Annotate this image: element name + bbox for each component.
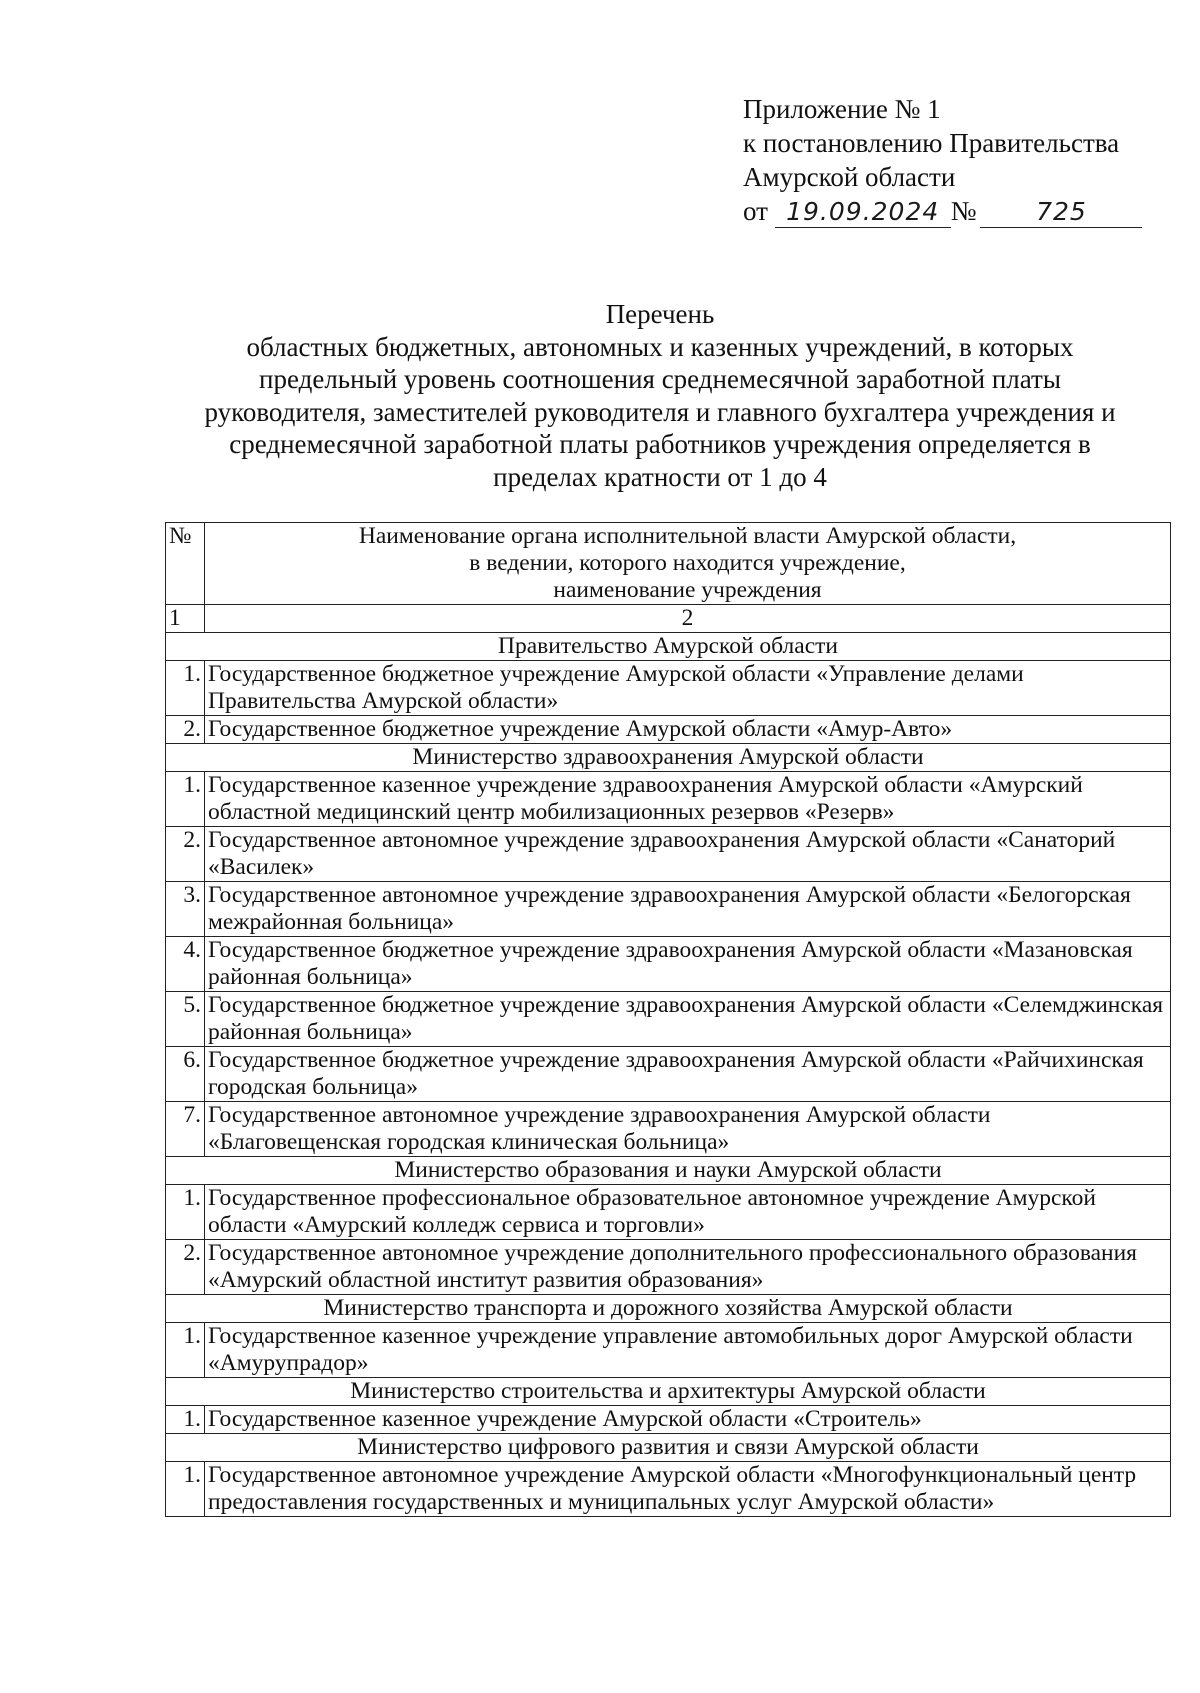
row-number: 2. [166, 827, 205, 882]
table-row [166, 882, 1171, 937]
title-line: областных бюджетных, автономных и казенных учреждений, в которых [246, 331, 1074, 362]
title-line: предельный уровень соотношения среднемесячной заработной платы [259, 364, 1061, 394]
institution-name: Государственное автономное учреждение здравоохранения Амурской области «Белогорская межрайонная больница» [205, 882, 1171, 937]
row-number: 4. [166, 937, 205, 992]
section-row [166, 744, 1171, 772]
institution-name: Государственное бюджетное учреждение здравоохранения Амурской области «Райчихинская городская больница» [205, 1047, 1171, 1102]
row-number: 7. [166, 1102, 205, 1157]
handwritten-number: 725 [980, 197, 1142, 228]
section-row [166, 633, 1171, 661]
table-row [166, 1102, 1171, 1157]
section-row [166, 1378, 1171, 1406]
section-title: Министерство строительства и архитектуры Амурской области [166, 1378, 1171, 1406]
institution-name: Государственное казенное учреждение управление автомобильных дорог Амурской области «Амурупрадор» [205, 1323, 1171, 1378]
title-heading: Перечень [605, 299, 715, 329]
table-row [166, 1323, 1171, 1378]
row-number: 2. [166, 1240, 205, 1295]
section-title: Министерство транспорта и дорожного хозяйства Амурской области [166, 1295, 1171, 1323]
row-number: 1. [166, 1462, 205, 1517]
table-header-row [166, 523, 1171, 605]
row-number: 1. [166, 1185, 205, 1240]
institution-name: Государственное автономное учреждение здравоохранения Амурской области «Благовещенская городская клиническая больница» [205, 1102, 1171, 1157]
section-row [166, 1295, 1171, 1323]
table-row [166, 1185, 1171, 1240]
header-line: наименование учреждения [553, 577, 822, 603]
header-num: № [166, 523, 205, 605]
appendix-block [743, 92, 1142, 228]
table-row [166, 1406, 1171, 1434]
institution-name: Государственное автономное учреждение здравоохранения Амурской области «Санаторий «Василек» [205, 827, 1171, 882]
section-title: Правительство Амурской области [166, 633, 1171, 661]
table-row [166, 992, 1171, 1047]
appendix-region: Амурской области [743, 162, 956, 192]
title-line: среднемесячной заработной платы работников учреждения определяется в [229, 429, 1091, 459]
institution-name: Государственное бюджетное учреждение здравоохранения Амурской области «Мазановская районная больница» [205, 937, 1171, 992]
row-number: 2. [166, 716, 205, 744]
number-sign: № [950, 196, 977, 226]
institution-name: Государственное бюджетное учреждение здравоохранения Амурской области «Селемджинская районная больница» [205, 992, 1171, 1047]
section-title: Министерство образования и науки Амурской области [166, 1157, 1171, 1185]
section-title: Министерство цифрового развития и связи Амурской области [166, 1434, 1171, 1462]
row-number: 6. [166, 1047, 205, 1102]
document-title [120, 298, 1200, 493]
row-number: 1. [166, 1406, 205, 1434]
institution-name: Государственное бюджетное учреждение Амурской области «Управление делами Правительства Амурской области» [205, 661, 1171, 716]
table-row [166, 772, 1171, 827]
table-row [166, 716, 1171, 744]
institution-name: Государственное бюджетное учреждение Амурской области «Амур-Авто» [205, 716, 1171, 744]
row-number: 3. [166, 882, 205, 937]
appendix-title: Приложение № 1 [743, 94, 941, 124]
table-row [166, 661, 1171, 716]
column-number-2: 2 [205, 605, 1171, 633]
row-number: 5. [166, 992, 205, 1047]
appendix-date-line [743, 194, 1142, 228]
section-title: Министерство здравоохранения Амурской области [166, 744, 1171, 772]
row-number: 1. [166, 661, 205, 716]
date-prefix: от [743, 196, 768, 226]
institution-name: Государственное автономное учреждение дополнительного профессионального образования «Амурский областной институт развития образования» [205, 1240, 1171, 1295]
table-row [166, 827, 1171, 882]
institution-name: Государственное казенное учреждение здравоохранения Амурской области «Амурский областной медицинский центр мобилизационных резервов «Резерв» [205, 772, 1171, 827]
institutions-table [165, 522, 1171, 1517]
column-number-row [166, 605, 1171, 633]
row-number: 1. [166, 772, 205, 827]
table-row [166, 1240, 1171, 1295]
institution-name: Государственное автономное учреждение Амурской области «Многофункциональный центр предоставления государственных и муниципальных услуг Амурской области» [205, 1462, 1171, 1517]
appendix-reference: к постановлению Правительства [743, 128, 1120, 158]
title-line: пределах кратности от 1 до 4 [493, 461, 827, 492]
title-line: руководителя, заместителей руководителя и главного бухгалтера учреждения и [204, 396, 1116, 427]
table-row [166, 937, 1171, 992]
section-row [166, 1434, 1171, 1462]
handwritten-date: 19.09.2024 [775, 197, 951, 228]
table-body [166, 523, 1171, 1517]
header-line: в ведении, которого находится учреждение, [469, 550, 906, 576]
table-row [166, 1462, 1171, 1517]
header-line: Наименование органа исполнительной власти Амурской области, [358, 523, 1017, 549]
column-number-1: 1 [166, 605, 205, 633]
table-row [166, 1047, 1171, 1102]
header-name [205, 523, 1171, 605]
institution-name: Государственное казенное учреждение Амурской области «Строитель» [205, 1406, 1171, 1434]
row-number: 1. [166, 1323, 205, 1378]
institution-name: Государственное профессиональное образовательное автономное учреждение Амурской области «Амурский колледж сервиса и торговли» [205, 1185, 1171, 1240]
section-row [166, 1157, 1171, 1185]
